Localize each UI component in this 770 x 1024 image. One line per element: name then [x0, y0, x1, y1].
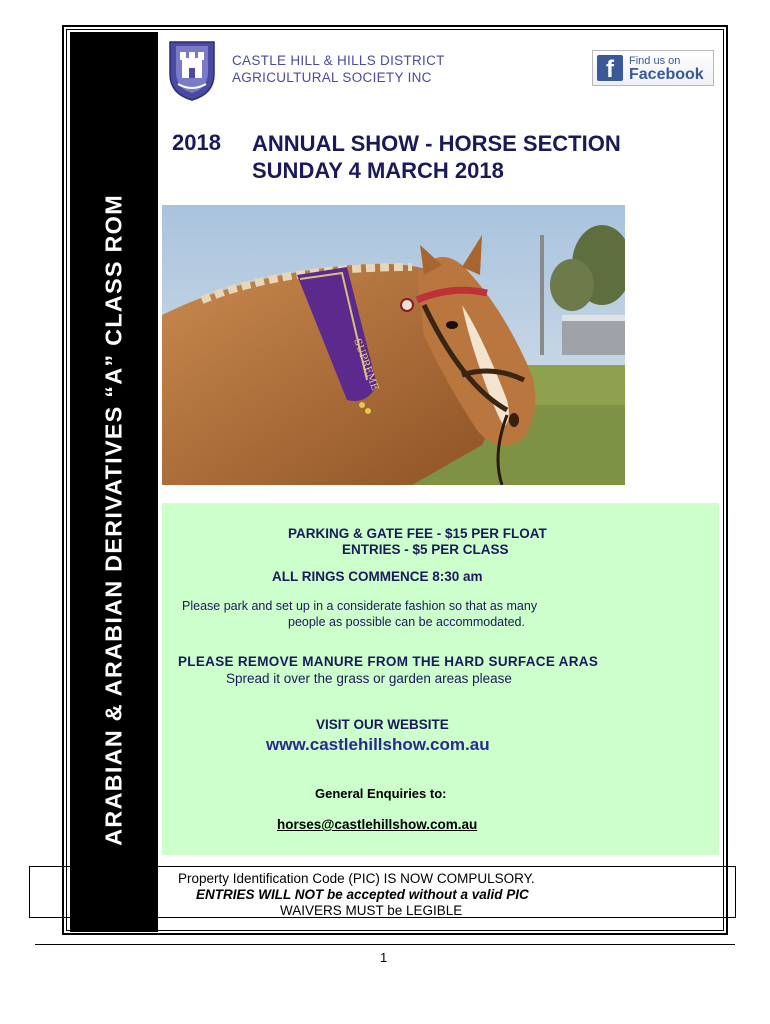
enquiries-label: General Enquiries to: [315, 786, 447, 801]
society-line-1: CASTLE HILL & HILLS DISTRICT [232, 53, 445, 68]
show-title-line-1: ANNUAL SHOW - HORSE SECTION [252, 131, 621, 156]
manure-instruction: Spread it over the grass or garden areas please [226, 671, 512, 686]
manure-notice: PLEASE REMOVE MANURE FROM THE HARD SURFACE ARAS [178, 654, 599, 669]
castle-crest-icon [168, 40, 216, 102]
society-name [232, 52, 445, 86]
visit-website-label: VISIT OUR WEBSITE [316, 717, 449, 732]
page-number: 1 [380, 950, 388, 965]
horse-photo [162, 205, 625, 485]
footer-rule [35, 944, 735, 945]
show-title-line-2: SUNDAY 4 MARCH 2018 [252, 158, 504, 183]
facebook-button[interactable] [592, 50, 714, 86]
fee-line-1: PARKING & GATE FEE - $15 PER FLOAT [288, 526, 547, 541]
pic-notice-line-3: WAIVERS MUST be LEGIBLE [280, 903, 463, 918]
parking-note-2: people as possible can be accommodated. [288, 615, 525, 629]
side-banner-text: ARABIAN & ARABIAN DERIVATIVES “A” CLASS ROM [100, 194, 127, 846]
society-line-2: AGRICULTURAL SOCIETY INC [232, 70, 432, 85]
website-link[interactable]: www.castlehillshow.com.au [266, 735, 490, 754]
show-title [252, 130, 621, 184]
rings-time: ALL RINGS COMMENCE 8:30 am [272, 569, 483, 584]
pic-notice-line-1: Property Identification Code (PIC) IS NOW COMPULSORY. [178, 871, 535, 886]
fee-line-2: ENTRIES - $5 PER CLASS [342, 542, 509, 557]
facebook-icon: f [597, 55, 623, 81]
parking-note-1: Please park and set up in a considerate fashion so that as many [182, 599, 538, 613]
ribbon-text: SUPREME [351, 337, 381, 393]
show-year: 2018 [172, 130, 221, 155]
facebook-name-label: Facebook [629, 66, 704, 83]
facebook-find-us-label: Find us on [629, 55, 681, 67]
pic-notice-line-2: ENTRIES WILL NOT be accepted without a valid PIC [196, 887, 529, 902]
email-link[interactable]: horses@castlehillshow.com.au [277, 817, 478, 832]
